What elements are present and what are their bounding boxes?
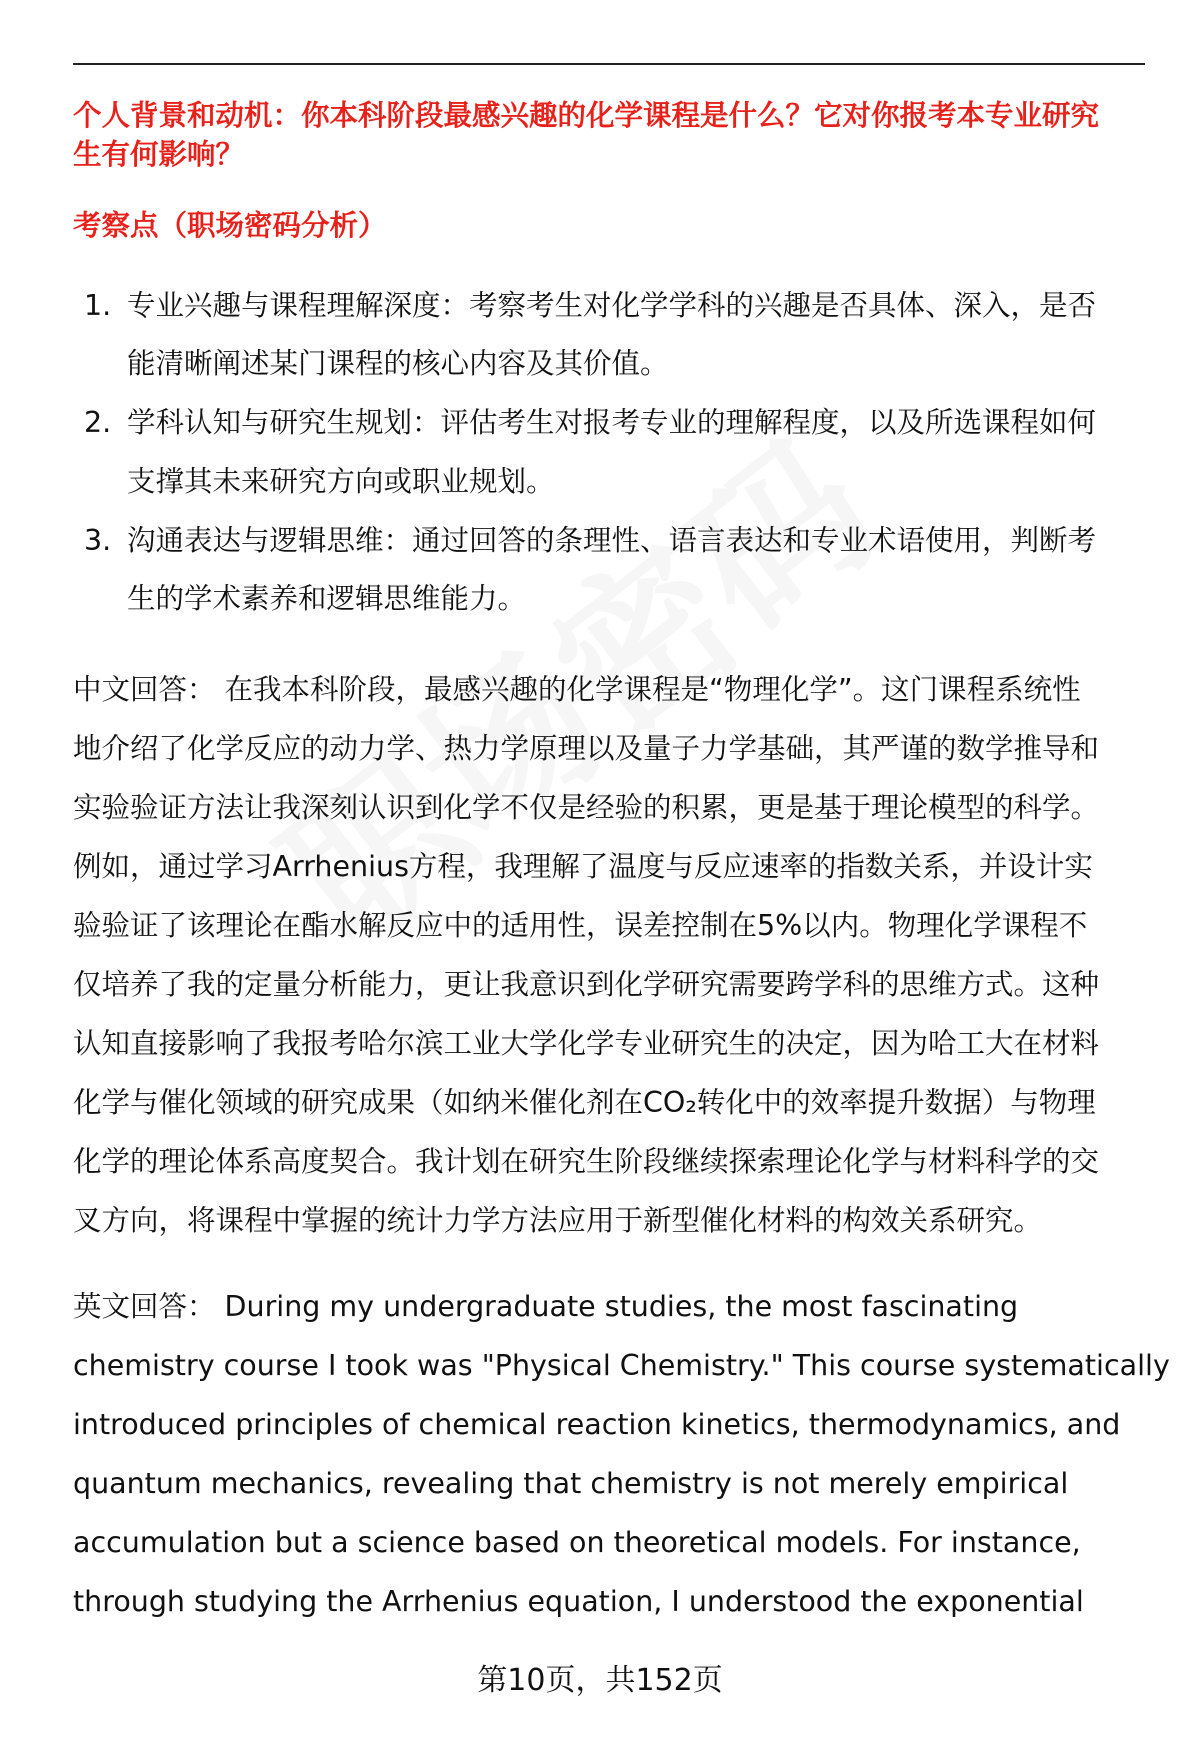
answer-line: quantum mechanics, revealing that chemistry is not merely empirical xyxy=(73,1467,1069,1500)
answer-line: 中文回答： 在我本科阶段，最感兴趣的化学课程是“物理化学”。这门课程系统性 xyxy=(73,673,1081,706)
answer-line: 化学的理论体系高度契合。我计划在研究生阶段继续探索理论化学与材料科学的交 xyxy=(73,1145,1100,1178)
question-line-1: 个人背景和动机：你本科阶段最感兴趣的化学课程是什么？它对你报考本专业研究 xyxy=(73,99,1100,132)
page-number: 第10页，共152页 xyxy=(477,1663,723,1698)
answer-line: 仅培养了我的定量分析能力，更让我意识到化学研究需要跨学科的思维方式。这种 xyxy=(73,968,1100,1001)
point-number: 2. xyxy=(84,406,112,439)
point-text: 能清晰阐述某门课程的核心内容及其价值。 xyxy=(127,347,669,380)
answer-line: 验验证了该理论在酯水解反应中的适用性，误差控制在5%以内。物理化学课程不 xyxy=(73,909,1088,942)
top-rule xyxy=(73,63,1145,65)
point-text: 支撑其未来研究方向或职业规划。 xyxy=(127,465,555,498)
answer-line: 化学与催化领域的研究成果（如纳米催化剂在CO₂转化中的效率提升数据）与物理 xyxy=(73,1086,1096,1119)
point-text: 专业兴趣与课程理解深度：考察考生对化学学科的兴趣是否具体、深入，是否 xyxy=(127,289,1097,322)
point-number: 1. xyxy=(84,289,112,322)
answer-line: through studying the Arrhenius equation, I understood the exponential xyxy=(73,1585,1084,1618)
answer-line: 叉方向，将课程中掌握的统计力学方法应用于新型催化材料的构效关系研究。 xyxy=(73,1204,1043,1237)
answer-line: chemistry course I took was "Physical Chemistry." This course systematically xyxy=(73,1349,1170,1382)
point-text: 生的学术素养和逻辑思维能力。 xyxy=(127,582,527,615)
point-number: 3. xyxy=(84,524,112,557)
answer-line: accumulation but a science based on theoretical models. For instance, xyxy=(73,1526,1081,1559)
question-line-2: 生有何影响？ xyxy=(73,138,245,171)
section-title: 考察点（职场密码分析） xyxy=(73,209,387,242)
answer-line: introduced principles of chemical reaction kinetics, thermodynamics, and xyxy=(73,1408,1121,1441)
point-text: 沟通表达与逻辑思维：通过回答的条理性、语言表达和专业术语使用，判断考 xyxy=(127,524,1097,557)
point-text: 学科认知与研究生规划：评估考生对报考专业的理解程度，以及所选课程如何 xyxy=(127,406,1097,439)
answer-line: 认知直接影响了我报考哈尔滨工业大学化学专业研究生的决定，因为哈工大在材料 xyxy=(73,1027,1100,1060)
answer-line: 地介绍了化学反应的动力学、热力学原理以及量子力学基础，其严谨的数学推导和 xyxy=(73,732,1100,765)
answer-line: 例如，通过学习Arrhenius方程，我理解了温度与反应速率的指数关系，并设计实 xyxy=(73,850,1093,883)
answer-line: 英文回答： During my undergraduate studies, the most fascinating xyxy=(73,1290,1019,1323)
answer-line: 实验验证方法让我深刻认识到化学不仅是经验的积累，更是基于理论模型的科学。 xyxy=(73,791,1100,824)
